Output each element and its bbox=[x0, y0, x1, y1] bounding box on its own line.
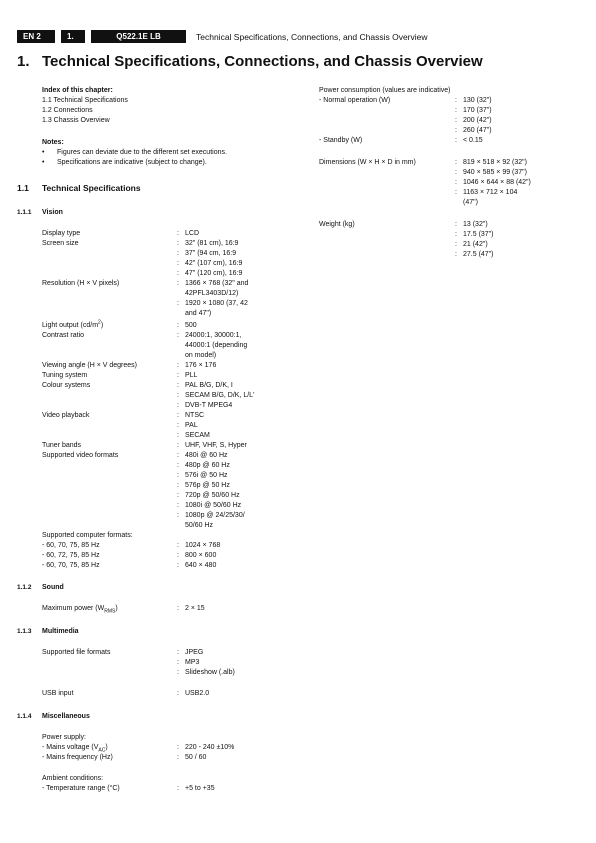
spec-value: 42" (107 cm), 16:9 bbox=[185, 260, 243, 267]
spec-label: Screen size bbox=[42, 240, 79, 247]
spec-value: Slideshow (.alb) bbox=[185, 669, 235, 676]
spec-value: 24000:1, 30000:1, bbox=[185, 332, 242, 339]
bullet-icon: • bbox=[42, 159, 45, 166]
spec-label: Contrast ratio bbox=[42, 332, 85, 339]
spec-value: 42PFL3403D/12) bbox=[185, 290, 239, 297]
spec-label: Resolution (H × V pixels) bbox=[42, 280, 120, 287]
chapter-number-box: 1. bbox=[61, 30, 85, 43]
spec-value: MP3 bbox=[185, 659, 200, 666]
spec-value: 21 (42") bbox=[463, 241, 488, 248]
spec-value: 17.5 (37") bbox=[463, 231, 494, 238]
page-header bbox=[17, 30, 428, 43]
spec-value: PAL bbox=[185, 422, 198, 429]
spec-value: 1080p @ 24/25/30/ bbox=[185, 512, 245, 519]
spec-value: 200 (42") bbox=[463, 117, 492, 124]
spec-value: on model) bbox=[185, 352, 217, 359]
header-chapter-title: Technical Specifications, Connections, and Chassis Overview bbox=[196, 31, 428, 42]
spec-value: PAL B/G, D/K, I bbox=[185, 382, 233, 389]
spec-value: LCD bbox=[185, 230, 200, 237]
spec-value: 47" (120 cm), 16:9 bbox=[185, 270, 243, 277]
spec-label: Supported file formats bbox=[42, 649, 111, 656]
spec-value: NTSC bbox=[185, 412, 205, 419]
spec-value: 170 (37") bbox=[463, 107, 492, 114]
spec-value: 1046 × 644 × 88 (42") bbox=[463, 179, 531, 186]
spec-value: SECAM B/G, D/K, L/L' bbox=[185, 392, 255, 399]
subsection-number: 1.1.1 bbox=[17, 209, 32, 216]
spec-label: Display type bbox=[42, 230, 81, 237]
subsection-number: 1.1.2 bbox=[17, 584, 32, 591]
section-title: Technical Specifications bbox=[42, 183, 141, 193]
title-number: 1. bbox=[17, 53, 30, 70]
spec-label: Tuning system bbox=[42, 372, 88, 379]
spec-value: 480i @ 60 Hz bbox=[185, 452, 228, 459]
spec-value: 1163 × 712 × 104 bbox=[463, 189, 518, 196]
ambient-heading: Ambient conditions: bbox=[42, 775, 104, 782]
spec-label: Maximum power $(W_{RMS})$ bbox=[42, 605, 118, 615]
spec-label: - Standby (W) bbox=[319, 137, 363, 144]
spec-value: 176 × 176 bbox=[185, 362, 217, 369]
spec-value: 940 × 585 × 99 (37") bbox=[463, 169, 527, 176]
spec-label: Colour systems bbox=[42, 382, 91, 389]
spec-value: USB2.0 bbox=[185, 690, 210, 697]
spec-value: SECAM bbox=[185, 432, 210, 439]
note-item: Specifications are indicative (subject to change). bbox=[57, 159, 207, 166]
spec-value: 260 (47") bbox=[463, 127, 492, 134]
spec-value: DVB-T MPEG4 bbox=[185, 402, 233, 409]
spec-label: - Temperature range (°C) bbox=[42, 785, 120, 792]
computer-formats-heading: Supported computer formats: bbox=[42, 532, 133, 539]
spec-value: 44000:1 (depending bbox=[185, 342, 248, 349]
spec-label: - Mains frequency (Hz) bbox=[42, 754, 113, 761]
bullet-icon: • bbox=[42, 149, 45, 156]
spec-value: (47") bbox=[463, 199, 478, 206]
spec-label: Weight (kg) bbox=[319, 221, 355, 228]
spec-value: JPEG bbox=[185, 649, 204, 656]
spec-value: 32" (81 cm), 16:9 bbox=[185, 240, 239, 247]
spec-label: Dimensions (W × H × D in mm) bbox=[319, 159, 416, 166]
spec-value: 480p @ 60 Hz bbox=[185, 462, 230, 469]
spec-label: Video playback bbox=[42, 412, 90, 419]
spec-value: 13 (32") bbox=[463, 221, 488, 228]
spec-value: 819 × 518 × 92 (32") bbox=[463, 159, 527, 166]
spec-label: - 60, 70, 75, 85 Hz bbox=[42, 562, 100, 569]
spec-label: - 60, 70, 75, 85 Hz bbox=[42, 542, 100, 549]
spec-value: 500 bbox=[185, 322, 197, 329]
spec-label: Light output $(cd/m^2)$ bbox=[42, 319, 104, 329]
subsection-title: Vision bbox=[42, 209, 63, 216]
spec-value: 220 - 240 ±10% bbox=[185, 744, 235, 751]
subsection-title: Multimedia bbox=[42, 628, 79, 635]
power-supply-heading: Power supply: bbox=[42, 734, 86, 741]
index-item: 1.3 Chassis Overview bbox=[42, 117, 110, 124]
subsection-number: 1.1.3 bbox=[17, 628, 32, 635]
subsection-title: Sound bbox=[42, 584, 64, 591]
spec-value: 1080i @ 50/60 Hz bbox=[185, 502, 242, 509]
spec-label: USB input bbox=[42, 690, 74, 697]
spec-label: Tuner bands bbox=[42, 442, 82, 449]
spec-value: 640 × 480 bbox=[185, 562, 217, 569]
subsection-number: 1.1.4 bbox=[17, 713, 32, 720]
subsection-title: Miscellaneous bbox=[42, 713, 90, 720]
spec-label: - Mains voltage $(V_{AC})$ bbox=[42, 744, 108, 754]
spec-value: 800 × 600 bbox=[185, 552, 217, 559]
spec-label: - Normal operation (W) bbox=[319, 97, 391, 104]
index-item: 1.1 Technical Specifications bbox=[42, 97, 128, 104]
spec-label: - 60, 72, 75, 85 Hz bbox=[42, 552, 100, 559]
power-consumption-heading: Power consumption (values are indicative) bbox=[319, 87, 451, 94]
spec-value: UHF, VHF, S, Hyper bbox=[185, 442, 247, 449]
notes-heading: Notes: bbox=[42, 139, 64, 146]
spec-value: 27.5 (47") bbox=[463, 251, 494, 258]
page-title bbox=[17, 53, 483, 71]
spec-value: 1920 × 1080 (37, 42 bbox=[185, 300, 248, 307]
index-heading: Index of this chapter: bbox=[42, 87, 113, 94]
spec-value: 720p @ 50/60 Hz bbox=[185, 492, 240, 499]
section-number: 1.1 bbox=[17, 183, 29, 193]
index-item: 1.2 Connections bbox=[42, 107, 93, 114]
spec-value: 1366 × 768 (32" and bbox=[185, 280, 249, 287]
chassis-name-box: Q522.1E LB bbox=[91, 30, 186, 43]
spec-value: 130 (32") bbox=[463, 97, 492, 104]
spec-value: 1024 × 768 bbox=[185, 542, 221, 549]
spec-label: Supported video formats bbox=[42, 452, 119, 459]
page-number-box: EN 2 bbox=[17, 30, 55, 43]
note-item: Figures can deviate due to the different set executions. bbox=[57, 149, 227, 156]
spec-value: +5 to +35 bbox=[185, 785, 215, 792]
spec-value: 576p @ 50 Hz bbox=[185, 482, 230, 489]
spec-value: < 0.15 bbox=[463, 137, 483, 144]
title-text: Technical Specifications, Connections, and Chassis Overview bbox=[42, 53, 483, 70]
spec-value: 2 × 15 bbox=[185, 605, 205, 612]
spec-value: 50 / 60 bbox=[185, 754, 207, 761]
spec-value: 576i @ 50 Hz bbox=[185, 472, 228, 479]
spec-value: and 47") bbox=[185, 310, 212, 317]
spec-value: 50/60 Hz bbox=[185, 522, 214, 529]
spec-label: Viewing angle (H × V degrees) bbox=[42, 362, 138, 369]
spec-value: PLL bbox=[185, 372, 198, 379]
spec-value: 37" (94 cm, 16:9 bbox=[185, 250, 237, 257]
